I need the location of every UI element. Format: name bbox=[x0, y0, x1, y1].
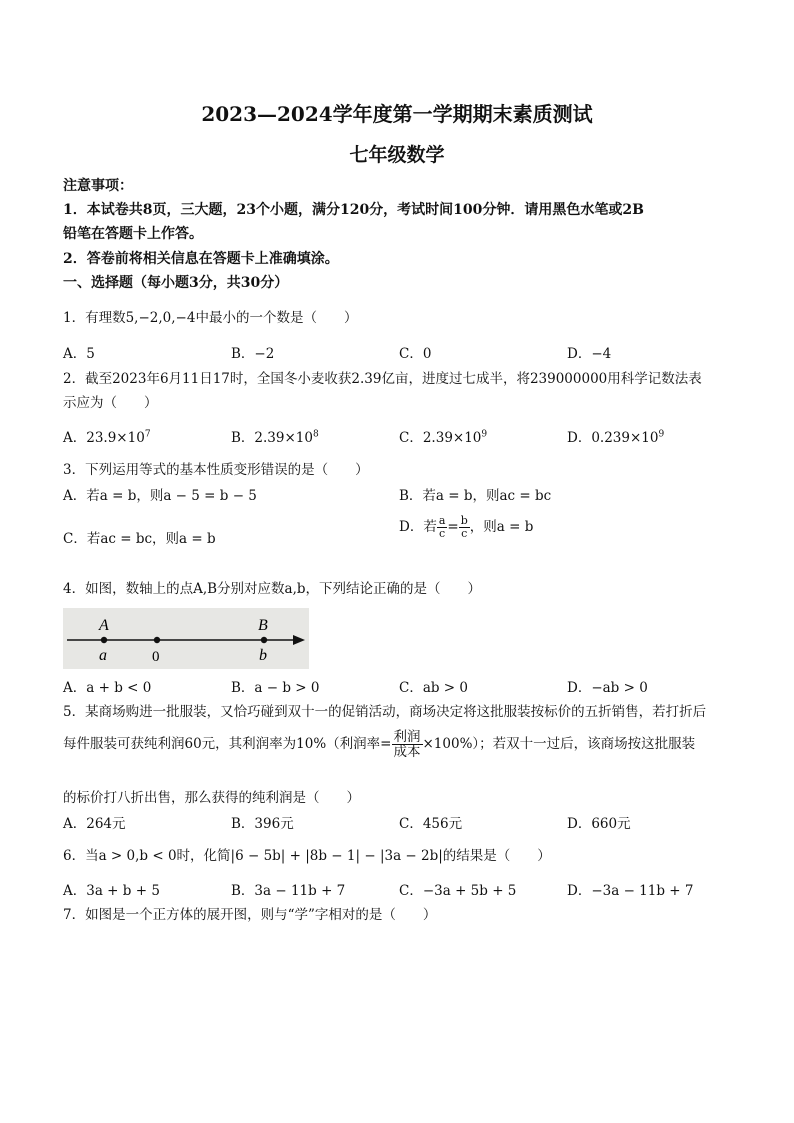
question-1-stem: 1．有理数5,−2,0,−4中最小的一个数是（ ） bbox=[63, 310, 358, 326]
notice-item-1: 1．本试卷共8页，三大题，23个小题，满分120分，考试时间100分钟．请用黑色水笔或2B bbox=[63, 202, 644, 218]
q1-option-a: A．5 bbox=[63, 346, 95, 362]
q1-option-b: B．−2 bbox=[231, 346, 275, 362]
question-4-stem: 4．如图，数轴上的点A,B分别对应数a,b，下列结论正确的是（ ） bbox=[63, 581, 482, 597]
q6-option-d: D．−3a − 11b + 7 bbox=[567, 883, 694, 899]
fraction-b-over-c: $\frac{b}{c}$ bbox=[460, 514, 468, 540]
q5-option-d: D．660元 bbox=[567, 816, 631, 832]
origin-dot bbox=[154, 637, 160, 643]
origin-label: 0 bbox=[152, 649, 160, 665]
q5-option-a: A．264元 bbox=[63, 816, 126, 832]
q5-option-b: B．396元 bbox=[231, 816, 294, 832]
q1-option-c: C．0 bbox=[399, 346, 432, 362]
question-2-stem: 2．截至2023年6月11日17时，全国冬小麦收获2.39亿亩，进度过七成半，将239000000用科学记数法表 bbox=[63, 371, 702, 387]
section-heading: 一、选择题（每小题3分，共30分） bbox=[63, 275, 289, 291]
question-5-stem-end: 的标价打八折出售，那么获得的纯利润是（ ） bbox=[63, 790, 360, 806]
notice-heading: 注意事项： bbox=[63, 178, 133, 194]
q3-option-c: C．若ac = bc，则a = b bbox=[63, 531, 216, 547]
q1-option-d: D．−4 bbox=[567, 346, 612, 362]
q6-option-c: C．−3a + 5b + 5 bbox=[399, 883, 517, 899]
number-line-figure bbox=[63, 608, 309, 669]
fraction-a-over-c: $\frac{a}{c}$ bbox=[438, 514, 446, 540]
q2-option-c: C．$2.39\times 10^9$ bbox=[399, 429, 488, 446]
q4-option-a: A．a + b < 0 bbox=[63, 680, 152, 696]
question-6-stem: 6．当a > 0,b < 0时，化简|6 − 5b| + |8b − 1| − |3a − 2b|的结果是（ ） bbox=[63, 848, 551, 864]
profit-rate-fraction: $\frac{\text{利润}}{\text{成本}}$ bbox=[393, 729, 421, 761]
question-2-stem-cont: 示应为（ ） bbox=[63, 395, 158, 411]
q3-option-d: D．若 $\frac{a}{c}$ = $\frac{b}{c}$ ，则a = b bbox=[399, 514, 534, 540]
page-title: 2023—2024学年度第一学期期末素质测试 bbox=[201, 102, 593, 126]
q4-option-d: D．−ab > 0 bbox=[567, 680, 648, 696]
point-b-dot bbox=[261, 637, 267, 643]
number-line-svg bbox=[63, 608, 309, 669]
page-subtitle: 七年级数学 bbox=[349, 144, 445, 166]
q3-option-b: B．若a = b，则ac = bc bbox=[399, 488, 552, 504]
q6-option-b: B．3a − 11b + 7 bbox=[231, 883, 346, 899]
value-b-label: b bbox=[259, 647, 267, 664]
question-5-stem-cont: 每件服装可获纯利润60元，其利润率为10%（利润率= $\frac{\text{利润}}{\text{成本}}$ ×100%）；若双十一过后，该商场按这批服装 bbox=[63, 729, 696, 761]
point-a-dot bbox=[101, 637, 107, 643]
q2-option-d: D．$0.239\times 10^9$ bbox=[567, 429, 665, 446]
question-3-stem: 3．下列运用等式的基本性质变形错误的是（ ） bbox=[63, 462, 369, 478]
point-a-label: A bbox=[99, 617, 109, 634]
q4-option-b: B．a − b > 0 bbox=[231, 680, 320, 696]
arrow-head-icon bbox=[293, 635, 305, 645]
notice-item-2: 2．答卷前将相关信息在答题卡上准确填涂。 bbox=[63, 251, 339, 267]
q2-option-b: B．$2.39\times 10^8$ bbox=[231, 429, 319, 446]
point-b-label: B bbox=[258, 617, 268, 634]
question-7-stem: 7．如图是一个正方体的展开图，则与“学”字相对的是（ ） bbox=[63, 907, 437, 923]
q5-option-c: C．456元 bbox=[399, 816, 463, 832]
q4-option-c: C．ab > 0 bbox=[399, 680, 469, 696]
q6-option-a: A．3a + b + 5 bbox=[63, 883, 160, 899]
question-5-stem: 5．某商场购进一批服装，又恰巧碰到双十一的促销活动，商场决定将这批服装按标价的五折销售，若打折后 bbox=[63, 704, 707, 720]
q3-option-a: A．若a = b，则a − 5 = b − 5 bbox=[63, 488, 257, 504]
value-a-label: a bbox=[99, 647, 107, 664]
notice-item-1-cont: 铅笔在答题卡上作答。 bbox=[63, 226, 203, 242]
q2-option-a: A．$23.9\times 10^7$ bbox=[63, 429, 151, 446]
